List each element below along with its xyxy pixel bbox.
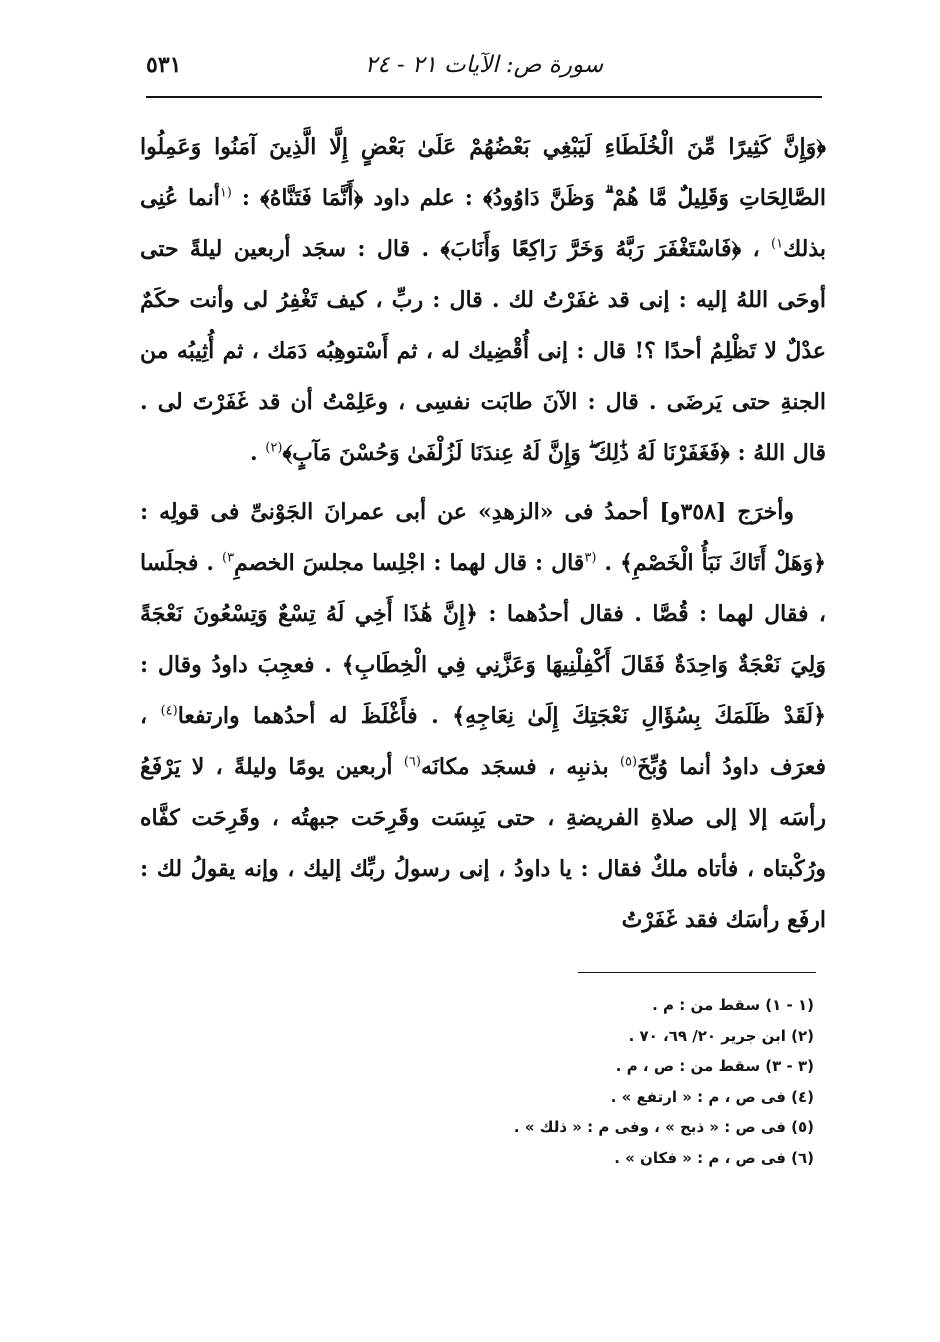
paragraph-1 <box>140 122 826 479</box>
paragraph-2-text-1: وأخرَج [٣٥٨و] أحمدُ فى «الزهدِ» عن أبى عمرانَ الجَوْنىِّ فى قولِه : ﴿وَهَلْ أَتَاكَ نَبَأُ الْخَصْمِ﴾ . <box>140 499 826 576</box>
footnote-rule <box>578 972 816 973</box>
paragraph-2-text-2: قال : قال لهما : اجْلِسا مجلسَ الخصمِ <box>234 550 585 576</box>
paragraph-2-text-4: ، فعرَف داودُ أنما وُبِّخَ <box>140 703 826 780</box>
paragraph-2-text-5: بذنبِه ، فسجَد مكانَه <box>420 754 620 780</box>
footnote-item: (٣ - ٣) سقط من : ص ، م . <box>615 1057 814 1075</box>
footnote-marker-1-open: (١ <box>219 185 232 201</box>
header-rule <box>146 96 822 98</box>
footnote-marker-6: (٦) <box>403 754 421 770</box>
main-text <box>140 122 826 946</box>
footnote-item: (٢) ابن جرير ٢٠/ ٦٩، ٧٠ . <box>628 1026 814 1045</box>
footnote-marker-3-open: (٣ <box>584 550 597 566</box>
paragraph-1-text-1: ﴿وَإِنَّ كَثِيرًا مِّنَ الْخُلَطَاءِ لَيَبْغِي بَعْضُهُمْ عَلَىٰ بَعْضٍ إِلَّا الَّذِينَ آمَنُوا وَعَمِلُوا الصَّالِحَاتِ وَقَلِيلٌ مَّا هُمْ ۗ وَظَنَّ دَاوُودُ﴾ : علم داود ﴿أَنَّمَا فَتَنَّاهُ﴾ : <box>140 134 826 211</box>
paragraph-2 <box>140 487 826 946</box>
paragraph-1-text-3: ، ﴿فَاسْتَغْفَرَ رَبَّهُ وَخَرَّ رَاكِعًا وَأَنَابَ﴾ . قال : سجَد أربعين ليلةً حتى أوحَى اللهُ إليه : إنى قد غفَرْتُ لك . قال : ربِّ ، كيف تَغْفِرُ لى وأنت حكَمٌ عدْلٌ لا تَظْلِمُ أحدًا ؟! قال : إنى أُقْضِيك له ، ثم أَسْتوهِبُه دَمَك ، ثم أُثِيبُه من الجنةِ حتى يَرضَى . قال : الآنَ طابَت نفسِى ، وعَلِمْتُ أن قد غَفَرْتَ لى . قال اللهُ : ﴿فَغَفَرْنَا لَهُ ذَٰلِكَ ۖ وَإِنَّ لَهُ عِندَنَا لَزُلْفَىٰ وَحُسْنَ مَآبٍ﴾ <box>140 236 826 466</box>
footnote-marker-4: (٤) <box>160 703 178 719</box>
footnote-marker-2: (٢) <box>265 440 283 456</box>
page-header <box>146 48 822 96</box>
paragraph-1-text-2: أنما عُنِى بذلك <box>140 185 826 262</box>
footnote-marker-3-close: ٣) <box>221 550 235 566</box>
paragraph-2-text-3: . فجلَسا ، فقال لهما : قُصَّا . فقال أحدُهما : ﴿إِنَّ هَٰذَا أَخِي لَهُ تِسْعٌ وَتِسْعُونَ نَعْجَةً وَلِيَ نَعْجَةٌ وَاحِدَةٌ فَقَالَ أَكْفِلْنِيهَا وَعَزَّنِي فِي الْخِطَابِ﴾ . فعجِبَ داودُ وقال : ﴿لَقَدْ ظَلَمَكَ بِسُؤَالِ نَعْجَتِكَ إِلَىٰ نِعَاجِهِ﴾ . فأَغْلَظَ له أحدُهما وارتفعا <box>140 550 826 729</box>
footnotes <box>300 990 814 1173</box>
page-number: ٥٣١ <box>146 52 182 78</box>
paragraph-2-text-6: أربعين يومًا وليلةً ، لا يَرْفَعُ رأسَه إلا إلى صلاةِ الفريضةِ ، حتى يَبِسَت وقَرِحَت جبهتُه ، وقَرِحَت كفَّاه ورُكْبتاه ، فأتاه ملكٌ فقال : يا داودُ ، إنى رسولُ ربِّك إليك ، وإنه يقولُ لك : ارفَع رأسَك فقد غَفَرْتُ <box>140 754 826 933</box>
footnote-item: (١ - ١) سقط من : م . <box>652 996 814 1014</box>
footnote-item: (٥) فى ص : « ذبح » ، وفى م : « ذلك » . <box>513 1118 814 1136</box>
paragraph-1-text-4: . <box>249 440 266 466</box>
footnote-marker-5: (٥) <box>619 754 638 770</box>
running-title: سورة ص: الآيات ٢١ - ٢٤ <box>364 52 604 78</box>
footnote-item: (٤) فى ص ، م : « ارتفع » . <box>610 1087 814 1106</box>
footnote-marker-1-close: ١) <box>771 236 784 252</box>
footnote-item: (٦) فى ص ، م : « فكان » . <box>614 1148 814 1167</box>
